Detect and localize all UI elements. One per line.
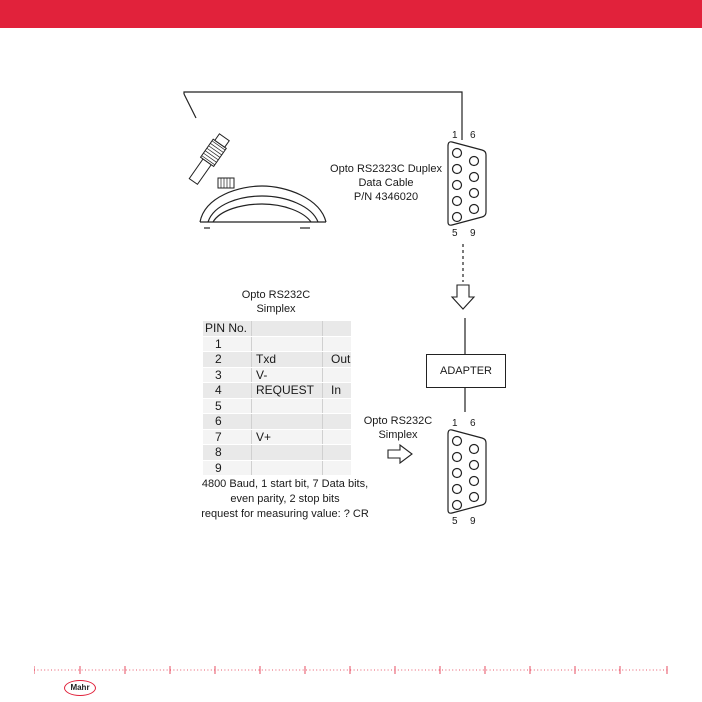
- pin-header-label: PIN No.: [205, 321, 248, 335]
- footer-dotted-rule: [34, 666, 668, 674]
- pin-table: [203, 321, 351, 476]
- mahr-logo: Mahr: [64, 680, 96, 696]
- right-arrow-icon: [388, 445, 412, 463]
- db9-connector-top-icon: [448, 142, 486, 225]
- cable-slant: [184, 94, 196, 118]
- pin-label-bottom-left: 5: [452, 228, 458, 239]
- table-row: 5: [203, 399, 351, 415]
- table-row: 4 REQUEST In: [203, 383, 351, 399]
- simplex-heading: Opto RS232C Simplex: [241, 289, 311, 315]
- pin-label-bottom-right: 9: [470, 516, 476, 527]
- cable-line: [184, 92, 462, 140]
- table-row: 8: [203, 445, 351, 461]
- pin-label-top-left: 1: [452, 130, 458, 141]
- table-row: 3 V-: [203, 368, 351, 384]
- table-row: 2 Txd Out: [203, 352, 351, 368]
- db9-connector-bottom-icon: [448, 430, 486, 513]
- pin-label-top-left: 1: [452, 418, 458, 429]
- table-row: 7 V+: [203, 430, 351, 446]
- instrument-dome-icon: [200, 186, 326, 228]
- pin-label-bottom-right: 9: [470, 228, 476, 239]
- table-row: 1: [203, 337, 351, 353]
- simplex-connector-label: Opto RS232C Simplex: [363, 415, 433, 441]
- down-arrow-icon: [452, 285, 474, 309]
- table-row: 6: [203, 414, 351, 430]
- pin-label-bottom-left: 5: [452, 516, 458, 527]
- adapter-box: ADAPTER: [426, 354, 506, 388]
- pin-label-top-right: 6: [470, 130, 476, 141]
- pin-label-top-right: 6: [470, 418, 476, 429]
- duplex-cable-label: Opto RS2323C Duplex Data Cable P/N 4346020: [330, 163, 442, 203]
- instrument-socket-icon: [218, 178, 234, 188]
- serial-settings-note: 4800 Baud, 1 start bit, 7 Data bits, even parity, 2 stop bits request for measuring value: ? CR: [201, 478, 369, 520]
- pin-table-header: [203, 321, 351, 337]
- table-row: 9: [203, 461, 351, 477]
